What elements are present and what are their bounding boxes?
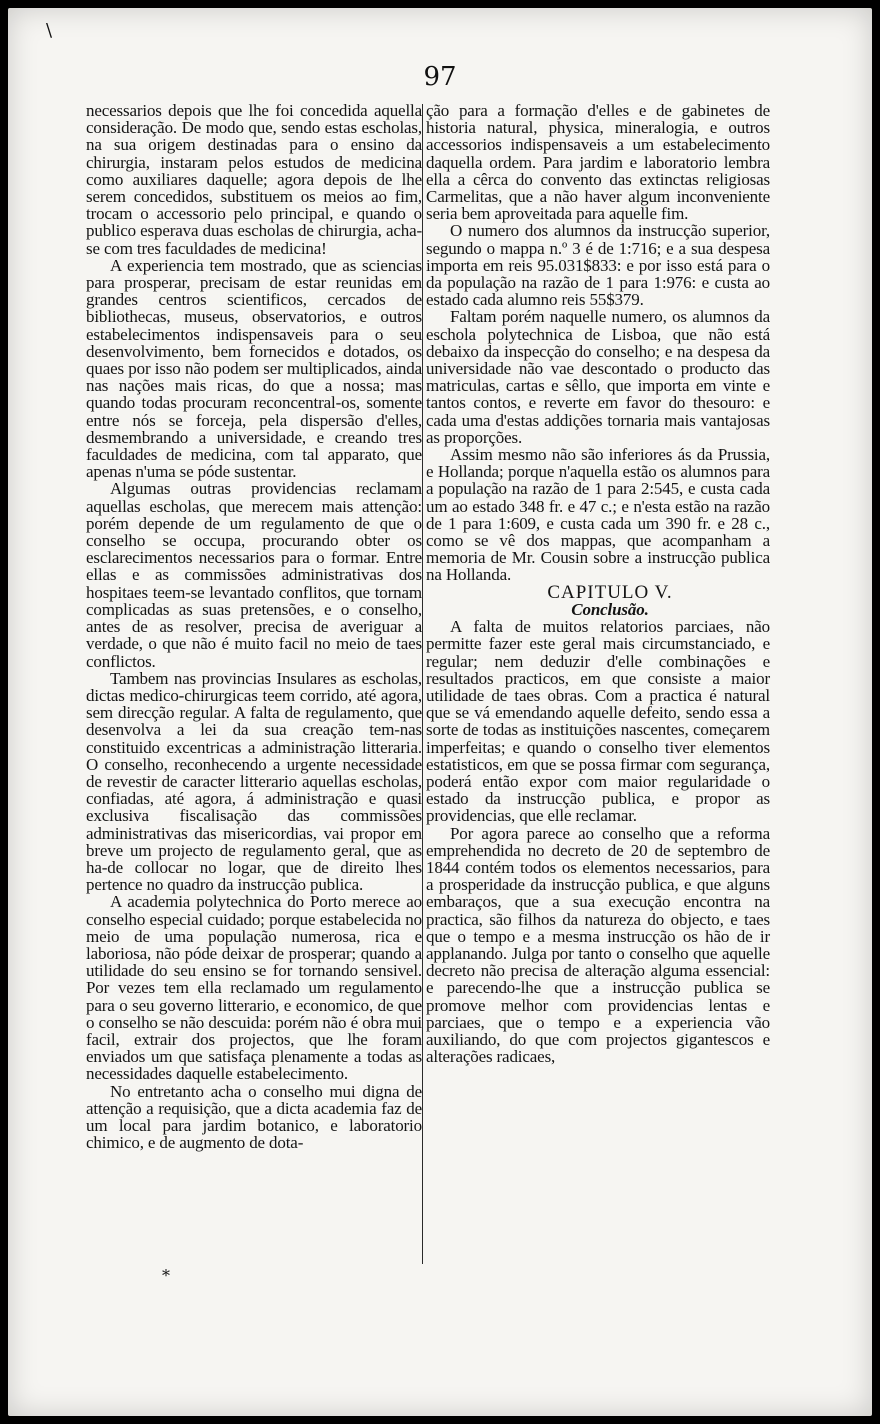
- column-divider: [422, 104, 423, 1264]
- paragraph: Tambem nas provincias Insulares as escholas, dictas medico-chirurgicas teem corrido, até agora, sem direcção regular. A falta de regulamento, que desenvolva a lei da sua creação tem-nas constituido excentricas a administração litteraria. O conselho, reconhecendo a urgente necessidade de revestir de caracter litterario aquellas escholas, confiadas, até agora, á administração e quasi exclusiva fiscalisação das commissões administrativas das misericordias, vai propor em breve um projecto de regulamento geral, que as ha-de collocar no logar, que de direito lhes pertence no quadro da instrucção publica.: [86, 668, 422, 895]
- paragraph: Faltam porém naquelle numero, os alumnos da eschola polytechnica de Lisboa, que não está debaixo da inspecção do conselho; e na despesa da universidade não vae descontado o producto das matriculas, cartas e sêllo, que importa em vinte e tantos contos, e reverte em favor do thesouro: e cada uma d'estas addições tornaria mais vantajosas as proporções.: [426, 307, 770, 447]
- paragraph: A academia polytechnica do Porto merece ao conselho especial cuidado; porque estabelecida no meio de uma população numerosa, rica e laboriosa, não póde deixar de prosperar; quando a utilidade do seu ensino se for tornando sensivel. Por vezes tem ella reclamado um regulamento para o seu governo litterario, e economico, de que o conselho se não descuida: porém não é obra mui facil, extrair dos projectos, que lhe foram enviados um que satisfaça plenamente a todas as necessidades daquelle estabelecimento.: [86, 892, 422, 1084]
- paragraph: O numero dos alumnos da instrucção superior, segundo o mappa n.º 3 é de 1:716; e a sua despesa importa em reis 95.031$833: e por isso está para o da população na razão de 1 para 1:976: e custa ao estado cada alumno reis 55$379.: [426, 221, 770, 310]
- document-page: [8, 8, 872, 1416]
- chapter-subtitle: Conclusão.: [571, 599, 649, 619]
- paragraph: A experiencia tem mostrado, que as sciencias para prosperar, precisam de estar reunidas em grandes centros scientificos, cercados de bibliothecas, museus, observatorios, e outros estabelecimentos indispensaveis para o seu desenvolvimento, bem fornecidos e dotados, os quaes por isso não podem ser multiplicados, ainda nas nações mais ricas, do que a nossa; mas quando todas procuram reconcentral-os, somente entre nós se forceja, pela dispersão d'elles, desmembrando a universidade, e creando tres faculdades de medicina, com tal apparato, que apenas n'uma se póde sustentar.: [86, 255, 422, 482]
- margin-mark: \: [46, 20, 53, 41]
- paragraph: Algumas outras providencias reclamam aquellas escholas, que merecem mais attenção: porém depende de um regulamento de que o conselho se occupa, procurando obter os esclarecimentos necessarios para o formar. Entre ellas e as commissões administrativas dos hospitaes teem-se levantado conflitos, que tornam complicadas as suas pretensões, e o conselho, antes de as resolver, precisa de averiguar a verdade, o que não é muito facil no meio de taes conflictos.: [86, 479, 422, 671]
- footer-mark: *: [162, 1266, 170, 1285]
- left-column: [86, 102, 422, 1151]
- page-number: 97: [423, 62, 457, 92]
- chapter-title: CAPITULO V.: [547, 581, 673, 603]
- paragraph: necessarios depois que lhe foi concedida aquella consideração. De modo que, sendo estas escholas, na sua origem destinadas para o ensino da chirurgia, instaram pelos estudos de medicina como auxiliares daquelle; agora depois de lhe serem concedidos, substituem os meios ao fim, trocam o accessorio pelo principal, e quando o publico esperava duas escholas de chirurgia, acha-se com tres faculdades de medicina!: [86, 101, 422, 258]
- paragraph: ção para a formação d'elles e de gabinetes de historia natural, physica, mineralogia, e outros accessorios indispensaveis a um estabelecimento daquella ordem. Para jardim e laboratorio lembra ella a cêrca do convento das extinctas religiosas Carmelitas, que a não haver algum inconveniente seria bem aproveitada para aquelle fim.: [426, 101, 770, 224]
- paragraph: Assim mesmo não são inferiores ás da Prussia, e Hollanda; porque n'aquella estão os alumnos para a população na razão de 1 para 2:545, e custa cada um ao estado 348 fr. e 47 c.; e n'esta estão na razão de 1 para 1:609, e custa cada um 390 fr. e 28 c., como se vê dos mappas, que acompanham a memoria de Mr. Cousin sobre a instrucção publica na Hollanda.: [426, 445, 770, 585]
- paragraph: No entretanto acha o conselho mui digna de attenção a requisição, que a dicta academia faz de um local para jardim botanico, e laboratorio chimico, e de augmento de dota-: [86, 1081, 422, 1153]
- right-column: [426, 102, 770, 1065]
- paragraph: Por agora parece ao conselho que a reforma emprehendida no decreto de 20 de septembro de 1844 contém todos os elementos necessarios, para a prosperidade da instrucção publica, e que alguns embaraços, que a sua execução encontra na practica, são filhos da natureza do objecto, e taes que o tempo e a mesma instrucção os hão de ir applanando. Julga por tanto o conselho que aquelle decreto não precisa de alteração alguma essencial: e parecendo-lhe que a instrucção publica se promove melhor com providencias lentas e parciaes, que o tempo e a experiencia vão auxiliando, do que com projectos gigantescos e alterações radicaes,: [426, 823, 770, 1067]
- paragraph: A falta de muitos relatorios parciaes, não permitte fazer este geral mais circumstanciado, e regular; nem deduzir d'elle combinações e resultados practicos, em que consiste a maior utilidade de taes obras. Com a practica é natural que se vá emendando aquelle defeito, sendo essa a sorte de todas as instituições nascentes, começarem imperfeitas; e quando o conselho tiver elementos estatisticos, em que se possa firmar com segurança, poderá então expor com maior regularidade o estado da instrucção publica, e propor as providencias, que elle reclamar.: [426, 617, 770, 826]
